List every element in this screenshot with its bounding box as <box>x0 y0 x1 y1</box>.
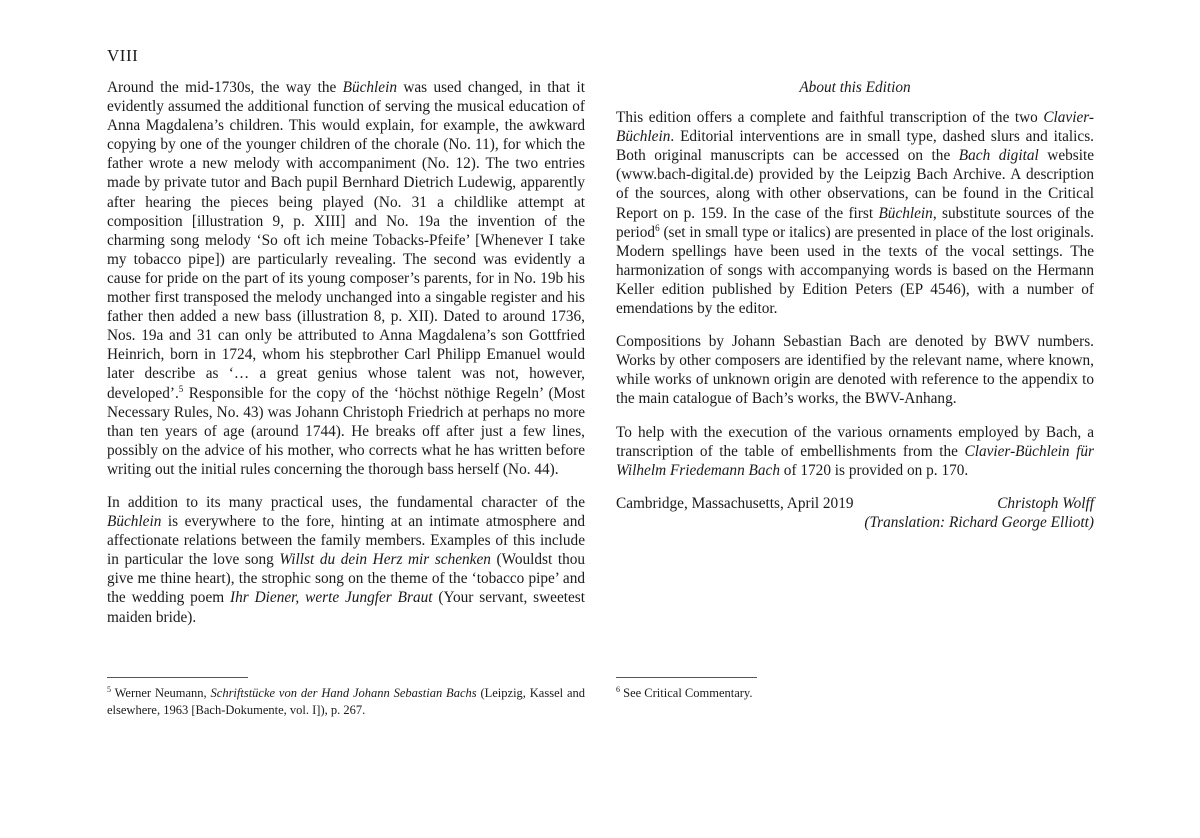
left-column <box>107 78 585 641</box>
italic-title: Büchlein <box>342 79 397 96</box>
body-paragraph <box>616 108 1094 318</box>
text-run: website (www.bach-digital.de) provided by the Leipzig Bach Archive. A description of the sources, along with other observations, can be found in the Critical Report on p. 159. In the case of the first <box>616 147 1095 222</box>
text-run: was used changed, in that it evidently assumed the additional function of serving the musical education of Anna Magdalena’s children. This would explain, for example, the awkward copying by one of the younger children of the chorale (No. 11), for which the father wrote a new melody with accompaniment (No. 12). The two entries made by private tutor and Bach pupil Bernhard Dietrich Ludewig, apparently after hearing the pieces being played (No. 31 a childlike attempt at composition [illustration 9, p. XIII] and No. 19a the invention of the charming song melody ‘So oft ich meine Tobacks-Pfeife’ [Whenever I take my tobacco pipe]) are particularly revealing. The second was evidently a cause for pride on the part of its young composer’s parents, for in No. 19b his mother first transposed the melody unchanged into a singable register and his father then added a new bass (illustration 8, p. XII). Dated to around 1736, Nos. 19a and 31 can only be attributed to Anna Magdalena’s son Gottfried Heinrich, born in 1724, whom his stepbrother Carl Philipp Emanuel would later describe as ‘… a great genius whose talent was not, however, developed’. <box>107 79 585 402</box>
body-paragraph <box>107 493 585 627</box>
footnote-number: 5 <box>107 684 111 694</box>
text-run: In addition to its many practical uses, the fundamental character of the <box>107 493 585 511</box>
text-run: See Critical Commentary. <box>620 686 753 700</box>
right-column <box>616 78 1094 532</box>
italic-title: Willst du dein Herz mir schenken <box>279 551 491 569</box>
text-run: This edition offers a complete and faithful transcription of the two <box>616 109 1044 127</box>
text-run: is everywhere to the fore, hinting at an intimate atmosphere and affectionate relations between the family members. Examples of this include in particular the love song <box>107 513 585 569</box>
italic-title: Bach digital <box>958 147 1039 165</box>
signature-row <box>616 494 1094 513</box>
footnote-number: 6 <box>616 684 620 694</box>
footnotes-left <box>107 677 585 718</box>
italic-title: Ihr Diener, werte Jungfer Braut <box>230 589 433 607</box>
author-name: Christoph Wolff <box>997 494 1094 512</box>
text-run: (set in small type or italics) are presented in place of the lost originals. Modern spellings have been used in the texts of the vocal settings. The harmonization of songs with accompanying words is based on the Hermann Keller edition published by Edition Peters (EP 4546), with a number of emendations by the editor. <box>616 223 1094 318</box>
footnote-5 <box>107 685 585 718</box>
footnote-ref[interactable]: 6 <box>655 222 660 233</box>
text-run: Werner Neumann, <box>111 686 211 700</box>
page-number: VIII <box>107 46 139 65</box>
text-run: To help with the execution of the various ornaments employed by Bach, a transcription of the table of embellishments from the <box>616 423 1094 460</box>
body-paragraph: Compositions by Johann Sebastian Bach are denoted by BWV numbers. Works by other composers are identified by the relevant name, where known, while works of unknown origin are denoted with reference to the appendix to the main catalogue of Bach’s works, the BWV-Anhang. <box>616 333 1094 408</box>
text-run: , substitute sources of the period <box>616 204 1094 241</box>
text-run: Around the mid-1730s, the way the <box>107 79 343 96</box>
italic-title: Clavier-Büchlein <box>616 109 1094 146</box>
footnote-6 <box>616 685 1094 702</box>
body-paragraph <box>107 78 585 479</box>
place-date: Cambridge, Massachusetts, April 2019 <box>616 494 854 512</box>
italic-title: Büchlein <box>107 513 162 531</box>
italic-title: Büchlein <box>878 204 933 222</box>
footnote-divider <box>107 677 248 678</box>
footnote-divider <box>616 677 757 678</box>
text-run: (Wouldst thou give me thine heart), the strophic song on the theme of the ‘tobacco pipe’ and the wedding poem <box>107 551 586 607</box>
section-heading: About this Edition <box>799 79 911 96</box>
translator-credit: (Translation: Richard George Elliott) <box>864 513 1094 531</box>
italic-title: Clavier-Büchlein für Wilhelm Friedemann Bach <box>616 442 1094 479</box>
footnotes-right <box>616 677 1094 702</box>
text-run: of 1720 is provided on p. 170. <box>779 461 969 479</box>
text-run: . Editorial interventions are in small type, dashed slurs and italics. Both original manuscripts can be accessed on the <box>616 128 1094 165</box>
text-run: Responsible for the copy of the ‘höchst nöthige Regeln’ (Most Necessary Rules, No. 43) was Johann Christoph Friedrich at perhaps no more than ten years of age (around 1744). He breaks off after just a few lines, possibly on the advice of his mother, who corrects what he has written before writing out the initial rules concerning the thorough bass herself (No. 44). <box>107 384 585 478</box>
italic-title: Schriftstücke von der Hand Johann Sebastian Bachs <box>210 686 477 700</box>
footnote-ref[interactable]: 5 <box>178 383 184 394</box>
body-paragraph <box>616 423 1094 480</box>
text-run: (Leipzig, Kassel and elsewhere, 1963 [Bach-Dokumente, vol. I]), p. 267. <box>107 686 585 717</box>
text-run: (Your servant, sweetest maiden bride). <box>107 589 586 626</box>
